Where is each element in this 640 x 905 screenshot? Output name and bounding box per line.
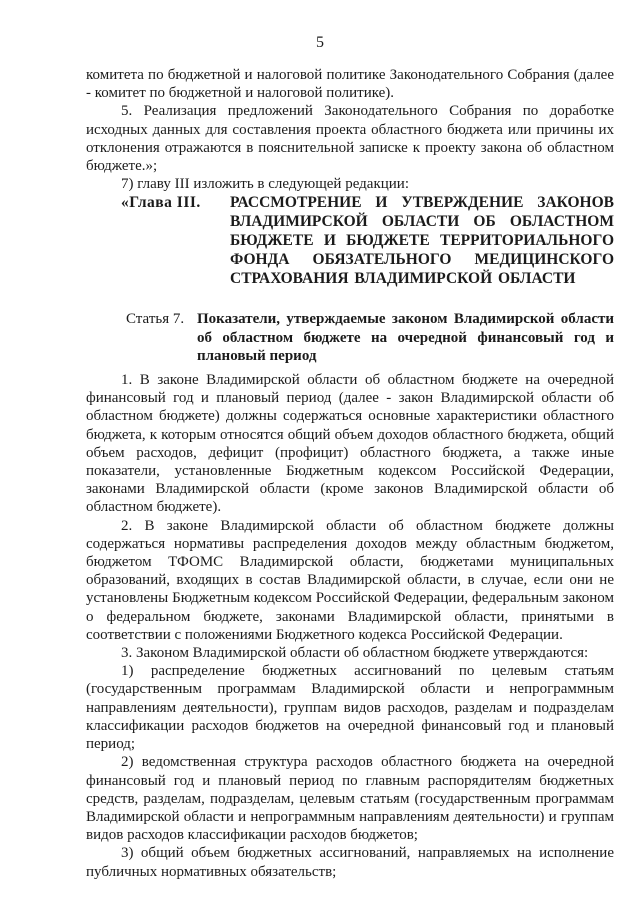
chapter-number: «Глава III. xyxy=(121,194,201,212)
paragraph-subclause-2: 2) ведомственная структура расходов областного бюджета на очередной финансовый год и плановый период по главным распорядителям бюджетных средств, разделам, подразделам, целевым статьям (государственным программам Владимирской области и непрограммным направлениям деятельности) и группам видов расходов классификации расходов бюджетов; xyxy=(86,754,614,844)
article-number: Статья 7. xyxy=(126,311,185,328)
paragraph-clause-3: 3. Законом Владимирской области об областном бюджете утверждаются: xyxy=(121,645,589,662)
article-heading xyxy=(86,310,614,365)
document-body xyxy=(86,66,614,881)
paragraph-amendment-7: 7) главу III изложить в следующей редакции: xyxy=(121,176,409,193)
paragraph-continuation: комитета по бюджетной и налоговой политике Законодательного Собрания (далее - комитет по бюджетной и налоговой политике). xyxy=(86,67,614,102)
paragraph-clause-1: 1. В законе Владимирской области об областном бюджете на очередной финансовый год и плановый период (далее - закон Владимирской области об областном бюджете) должны содержаться основные характеристики областного бюджета, к которым относятся общий объем доходов областного бюджета, общий объем расходов, дефицит (профицит) областного бюджета, а также иные показатели, установленные Бюджетным кодексом Российской Федерации, законами Владимирской области (кроме законов Владимирской области об областном бюджете). xyxy=(86,372,614,516)
page-number: 5 xyxy=(316,34,324,51)
paragraph-subclause-1: 1) распределение бюджетных ассигнований по целевым статьям (государственным программам Владимирской области и непрограммным направлениям деятельности), группам видов расходов, разделам и подразделам классификации расходов бюджетов на очередной финансовый год и плановый период; xyxy=(86,663,614,753)
chapter-title: РАССМОТРЕНИЕ И УТВЕРЖДЕНИЕ ЗАКОНОВ ВЛАДИМИРСКОЙ ОБЛАСТИ ОБ ОБЛАСТНОМ БЮДЖЕТЕ И БЮДЖЕТЕ ТЕРРИТОРИАЛЬНОГО ФОНДА ОБЯЗАТЕЛЬНОГО МЕДИЦИНСКОГО СТРАХОВАНИЯ ВЛАДИМИРСКОЙ ОБЛАСТИ xyxy=(230,194,614,288)
article-title: Показатели, утверждаемые законом Владимирской области об областном бюджете на очередной финансовый год и плановый период xyxy=(197,311,614,364)
paragraph-clause-2: 2. В законе Владимирской области об областном бюджете должны содержаться нормативы распределения доходов между областным бюджетом, бюджетом ТФОМС Владимирской области, бюджетами муниципальных образований, входящих в состав Владимирской области, в случае, если они не установлены Бюджетным кодексом Российской Федерации, федеральным законом о федеральном бюджете, законами Владимирской области, принятыми в соответствии с положениями Бюджетного кодекса Российской Федерации. xyxy=(86,517,614,643)
paragraph-subclause-3: 3) общий объем бюджетных ассигнований, направляемых на исполнение публичных нормативных обязательств; xyxy=(86,845,614,880)
paragraph-item-5: 5. Реализация предложений Законодательного Собрания по доработке исходных данных для составления проекта областного бюджета или причины их отклонения отражаются в пояснительной записке к проекту закона об областном бюджете.»; xyxy=(86,103,614,175)
chapter-heading xyxy=(86,193,614,288)
